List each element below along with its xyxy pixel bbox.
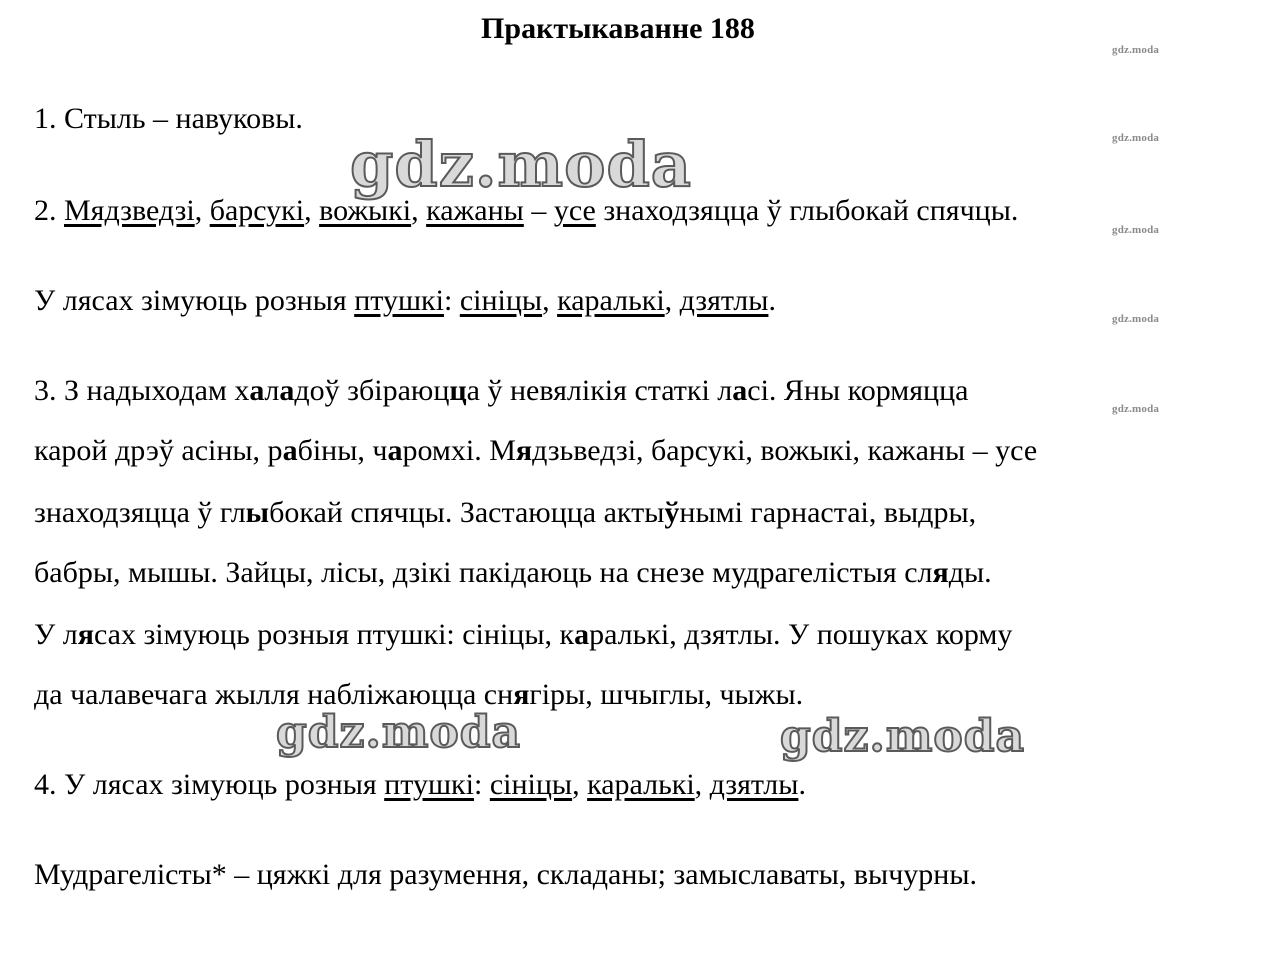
underlined-word: кажаны — [426, 194, 524, 227]
bold-letter: а — [282, 434, 298, 467]
watermark-logo: gdz.moda — [780, 711, 1026, 762]
bold-letter: а — [279, 374, 295, 407]
bold-letter: ц — [449, 374, 467, 407]
underlined-word: каралькі — [587, 768, 695, 801]
underlined-word: дзятлы — [679, 284, 769, 317]
text-run: ды. — [948, 556, 992, 589]
answer-3-line-2 — [34, 432, 1037, 470]
bold-letter: я — [932, 556, 949, 589]
text-run: У л — [34, 618, 78, 651]
text-run: бабры, мышы. Зайцы, лісы, дзікі пакідаюць на снезе мудрагелістыя сл — [34, 556, 933, 589]
answer-number: 2. — [34, 194, 64, 227]
text-run: нымі гарнастаі, выдры, — [679, 496, 977, 529]
page-title: Практыкаванне 188 — [481, 12, 755, 45]
text-run: 3. З надыходам х — [34, 374, 250, 407]
bold-letter: я — [513, 678, 530, 711]
sentence-text: 4. У лясах зімуюць розныя — [34, 768, 385, 801]
text-run: сах зімуюць розныя птушкі: сініцы, к — [93, 618, 575, 651]
underlined-word: сініцы — [489, 768, 573, 801]
definition-line — [34, 856, 977, 894]
text-run: бокай спячцы. Застаюцца акты — [269, 496, 665, 529]
bold-letter: я — [515, 434, 533, 467]
underlined-word: дзятлы — [709, 768, 799, 801]
answer-1-text: 1. Стыль – навуковы. — [34, 102, 303, 135]
punctuation: . — [798, 768, 806, 801]
underlined-word: Мядзведзі — [64, 194, 195, 227]
watermark-small: gdz.moda — [1112, 313, 1160, 325]
punctuation: , — [194, 194, 210, 227]
punctuation: – — [523, 194, 554, 227]
text-run: а ў невялікія статкі л — [466, 374, 733, 407]
text-run: знаходзяцца ў гл — [34, 496, 246, 529]
answer-3-line-1 — [34, 372, 968, 410]
answer-4 — [34, 766, 806, 804]
sentence-text: У лясах зімуюць розныя — [34, 284, 355, 317]
answer-3-line-3 — [34, 494, 976, 532]
underlined-word: птушкі — [384, 768, 474, 801]
bold-letter: а — [732, 374, 748, 407]
punctuation: , — [304, 194, 320, 227]
underlined-word: вожыкі — [319, 194, 412, 227]
bold-letter: я — [77, 618, 94, 651]
bold-letter: а — [249, 374, 265, 407]
bold-letter: а — [387, 434, 403, 467]
watermark-small: gdz.moda — [1112, 403, 1160, 415]
punctuation: , — [664, 284, 680, 317]
answer-1 — [34, 100, 303, 138]
text-run: л — [264, 374, 280, 407]
watermark-small: gdz.moda — [1112, 224, 1160, 236]
underlined-word: барсукі — [209, 194, 305, 227]
punctuation: . — [768, 284, 776, 317]
text-run: доў збіраюц — [294, 374, 450, 407]
answer-2-sentence-2 — [34, 282, 776, 320]
text-run: дзьведзі, барсукі, вожыкі, кажаны – усе — [532, 434, 1038, 467]
text-run: ралькі, дзятлы. У пошуках корму — [589, 618, 1013, 651]
text-run: гіры, шчыглы, чыжы. — [529, 678, 804, 711]
punctuation: , — [694, 768, 710, 801]
text-run: сі. Яны кормяцца — [747, 374, 969, 407]
text-run: біны, ч — [297, 434, 388, 467]
underlined-word: птушкі — [354, 284, 444, 317]
watermark-logo: gdz.moda — [276, 707, 522, 758]
underlined-word: сініцы — [459, 284, 543, 317]
bold-letter: ў — [664, 496, 680, 529]
sentence-rest: знаходзяцца ў глыбокай спячцы. — [595, 194, 1019, 227]
underlined-word: усе — [553, 194, 596, 227]
watermark-small: gdz.moda — [1112, 132, 1160, 144]
text-run: карой дрэў асіны, р — [34, 434, 283, 467]
answer-3-line-5 — [34, 616, 1012, 654]
watermark-logo: gdz.moda — [350, 128, 692, 201]
text-run: да чалавечага жылля набліжаюцца сн — [34, 678, 514, 711]
text-run: ромхі. М — [402, 434, 516, 467]
punctuation: , — [542, 284, 558, 317]
bold-letter: а — [574, 618, 590, 651]
punctuation: , — [411, 194, 427, 227]
punctuation: : — [473, 768, 490, 801]
punctuation: , — [572, 768, 588, 801]
watermark-small: gdz.moda — [1112, 44, 1160, 56]
punctuation: : — [443, 284, 460, 317]
underlined-word: каралькі — [557, 284, 665, 317]
definition-text: Мудрагелісты* – цяжкі для разумення, складаны; замыславаты, вычурны. — [34, 858, 978, 891]
answer-3-line-4 — [34, 554, 992, 592]
bold-letter: ы — [245, 496, 270, 529]
